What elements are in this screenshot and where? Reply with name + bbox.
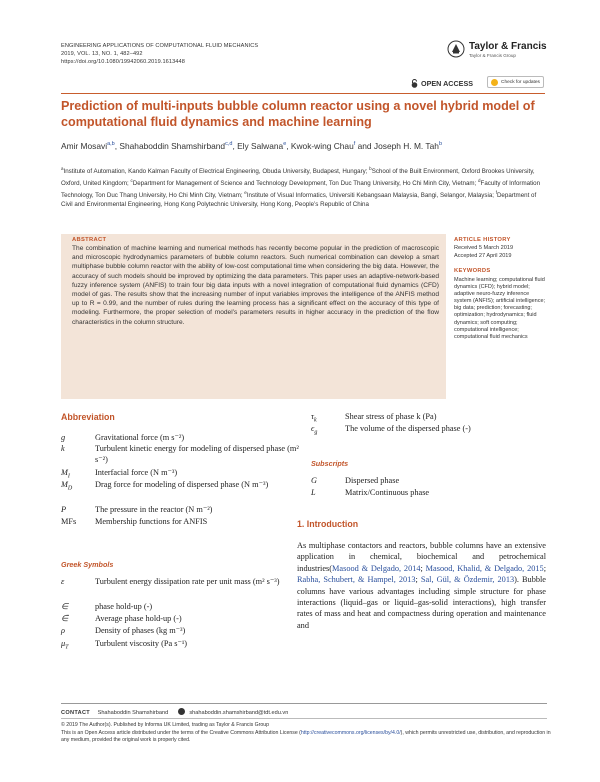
contact-label: CONTACT [61,710,91,716]
contact-line [61,708,288,716]
check-updates-label: Check for updates [501,80,540,85]
symbol: ∈ [61,602,69,611]
author-name: Joseph H. M. Tah [373,141,439,151]
affiliation-text: Department of Civil and Environmental Engineering, Hong Kong Polytechnic University, Hong Kong, People’s Republic of China [61,191,537,208]
symbol-definition: Turbulent energy dissipation rate per unit mass (m² s⁻³) [95,577,280,586]
symbol: $M_I$ [61,468,70,480]
author-affil-marker: b [438,141,442,148]
author-affil-marker: f [353,141,356,148]
publisher-name: Taylor & Francis [469,41,547,52]
publisher-logo[interactable] [447,38,547,60]
symbol-definition: Average phase hold-up (-) [95,614,182,623]
symbol: ρ [61,626,65,635]
symbol: $M_D$ [61,480,73,492]
keywords-heading: KEYWORDS [454,268,491,274]
introduction-text: As multiphase contactors and reactors, bubble columns have an extensive application in chemical, biochemical and petrochemical industries(Masood & Delgado, 2014; Masood, Khalid, & Delgado, 2015; Rabha, Schubert, & Hampel, 2013; Sal, Gül, & Özdemir, 2013). Bubble columns have various advantages including simple structure for phase interactions (liquid–gas or liquid–gas-solid interactions), high transfer rates of mass and heat and compactness during operation and maintenance and [297,541,546,630]
journal-name: ENGINEERING APPLICATIONS OF COMPUTATIONAL FLUID MECHANICS [61,43,259,49]
abstract-text: The combination of machine learning and numerical methods has recently become popular in the prediction of macroscopic and microscopic hydrodynamics parameters of bubble column reactors. Such numerical combination can develop a smart multiphase bubble column reactor with the ability of low-cost computational time when considering the big data. However, the accuracy of such models should be improved by optimizing the data parameters. This paper uses an adaptive-network-based fuzzy inference system (ANFIS) to train four big data inputs with a novel integration of computational fluid dynamics (CFD) model of gas. The results show that the increasing number of input variables improves the intelligence of the ANFIS method up to R = 0.99, and the number of rules during the learning process has a significant effect on the accuracy of this type of modeling. Furthermore, the proper selection of model’s parameters results in higher accuracy in the prediction of the flow characteristics in the column structure. [72,245,439,326]
received-date: Received 5 March 2019 [454,245,514,251]
symbol: $\mu_T$ [61,639,69,651]
journal-doi[interactable]: https://doi.org/10.1080/19942060.2019.1613448 [61,59,185,65]
affiliation-marker: c [130,177,133,183]
affiliation-text: Faculty of Information Technology, Ton Duc Thang University, Ho Chi Minh City, Vietnam; [61,179,541,199]
article-history-heading: ARTICLE HISTORY [454,237,511,243]
affiliation-marker: e [244,189,247,195]
subscripts-heading: Subscripts [311,459,349,468]
symbol-definition: The volume of the dispersed phase (-) [345,424,471,433]
author-affil-marker: a,b [107,141,115,148]
symbol: P [61,505,67,514]
symbol-definition: Density of phases (kg m⁻³) [95,626,186,635]
footer-divider-2 [61,718,547,719]
symbol: G [311,476,317,485]
abstract-heading: ABSTRACT [72,237,107,243]
symbol-definition: Turbulent viscosity (Pa s⁻¹) [95,639,188,648]
publisher-subname: Taylor & Francis Group [469,53,516,58]
abbreviation-heading: Abbreviation [61,412,115,422]
taylor-francis-logo-icon [447,40,465,58]
check-updates-button[interactable] [487,76,544,88]
article-title: Prediction of multi-inputs bubble column reactor using a novel hybrid model of computational fluid dynamics and machine learning [61,99,535,129]
symbol-definition: Dispersed phase [345,476,400,485]
open-access-lock-icon [411,79,418,88]
symbol-definition: Matrix/Continuous phase [345,488,430,497]
symbol: L [311,488,316,497]
author-name: Ely Salwana [237,141,284,151]
author-name: Shahaboddin Shamshirband [119,141,226,151]
license-text-post: ), which permits unrestricted use, distribution, and reproduction in any medium, provided the original work is properly cited. [61,729,551,744]
copyright-line: © 2019 The Author(s). Published by Informa UK Limited, trading as Taylor & Francis Group [61,722,270,728]
license-link[interactable]: http://creativecommons.org/licenses/by/4.0/ [300,729,401,736]
symbol: MFs [61,517,77,526]
author-list: Amir Mosavi$^{a,b}$, Shahaboddin Shamshirband$^{c,d}$, Ely Salwana$^e$, Kwok-wing Chau$^f$ and Joseph H. M. Tah$^b$ [61,141,442,151]
affiliation-marker: b [369,166,372,171]
affiliation-text: Institute of Automation, Kando Kalman Faculty of Electrical Engineering, Obuda University, Budapest, Hungary; [63,168,370,176]
accepted-date: Accepted 27 April 2019 [454,253,512,259]
symbol-definition: Interfacial force (N m⁻³) [95,468,178,477]
symbol: ε [61,577,65,586]
header-divider [61,93,545,94]
affiliation-text: Institute of Visual Informatics, Universiti Kebangsaan Malaysia, Bangi, Selangor, Malaysia; [246,191,496,199]
symbol: g [61,433,66,442]
journal-issue: 2019, VOL. 13, NO. 1, 482–492 [61,51,143,57]
author-name: Amir Mosavi [61,141,108,151]
affiliation-text: Department for Management of Science and Technology Development, Ton Duc Thang University, Ho Chi Minh City, Vietnam; [132,179,479,187]
introduction-heading: 1. Introduction [297,519,359,529]
open-access-badge [411,79,473,88]
affiliation-marker: f [495,189,497,195]
author-affil-marker: c,d [225,141,233,148]
author-affil-marker: e [283,141,287,148]
license-block [61,722,551,745]
footer-divider [61,703,547,704]
symbol-definition: Gravitational force (m s⁻²) [95,433,185,442]
author-name: Kwok-wing Chau [290,141,354,151]
email-icon [178,708,185,715]
symbol-definition: The pressure in the reactor (N m⁻²) [95,505,213,514]
symbol: $\epsilon_g$ [311,424,318,436]
symbol-definition: Drag force for modeling of dispersed phase (N m⁻³) [95,480,269,489]
greek-symbols-heading: Greek Symbols [61,560,114,569]
affiliation-marker: d [478,177,481,183]
journal-header [61,42,258,66]
affiliation-marker: a [61,166,64,171]
symbol: k [61,444,65,453]
symbol: ∈̄ [61,614,69,623]
symbol-definition: phase hold-up (-) [95,602,153,611]
symbol: $\tau_k$ [311,412,317,424]
keywords-text: Machine learning; computational fluid dynamics (CFD); hybrid model; adaptive neuro-fuzzy inference system (ANFIS); artificial intelligence; big data; prediction; forecasting; optimization; hydrodynamics; fluid dynamics; soft computing; computational intelligence; computational fluid mechanics [454,277,546,340]
license-line [61,730,551,745]
affiliations [61,165,547,209]
open-access-label: OPEN ACCESS [421,79,474,88]
symbol-definition: Membership functions for ANFIS [95,517,208,526]
crossmark-icon [491,79,498,86]
contact-email[interactable]: shahaboddin.shamshirband@tdt.edu.vn [189,710,289,716]
license-text-pre: This is an Open Access article distributed under the terms of the Creative Commons Attribution License ( [61,729,301,736]
symbol-definition: Shear stress of phase k (Pa) [345,412,437,421]
symbol-definition: Turbulent kinetic energy for modeling of dispersed phase (m² s⁻²) [95,444,299,464]
contact-name: Shahaboddin Shamshirband [97,710,169,716]
affiliation-text: School of the Built Environment, Oxford Brookes University, Oxford, United Kingdom; [61,168,535,187]
